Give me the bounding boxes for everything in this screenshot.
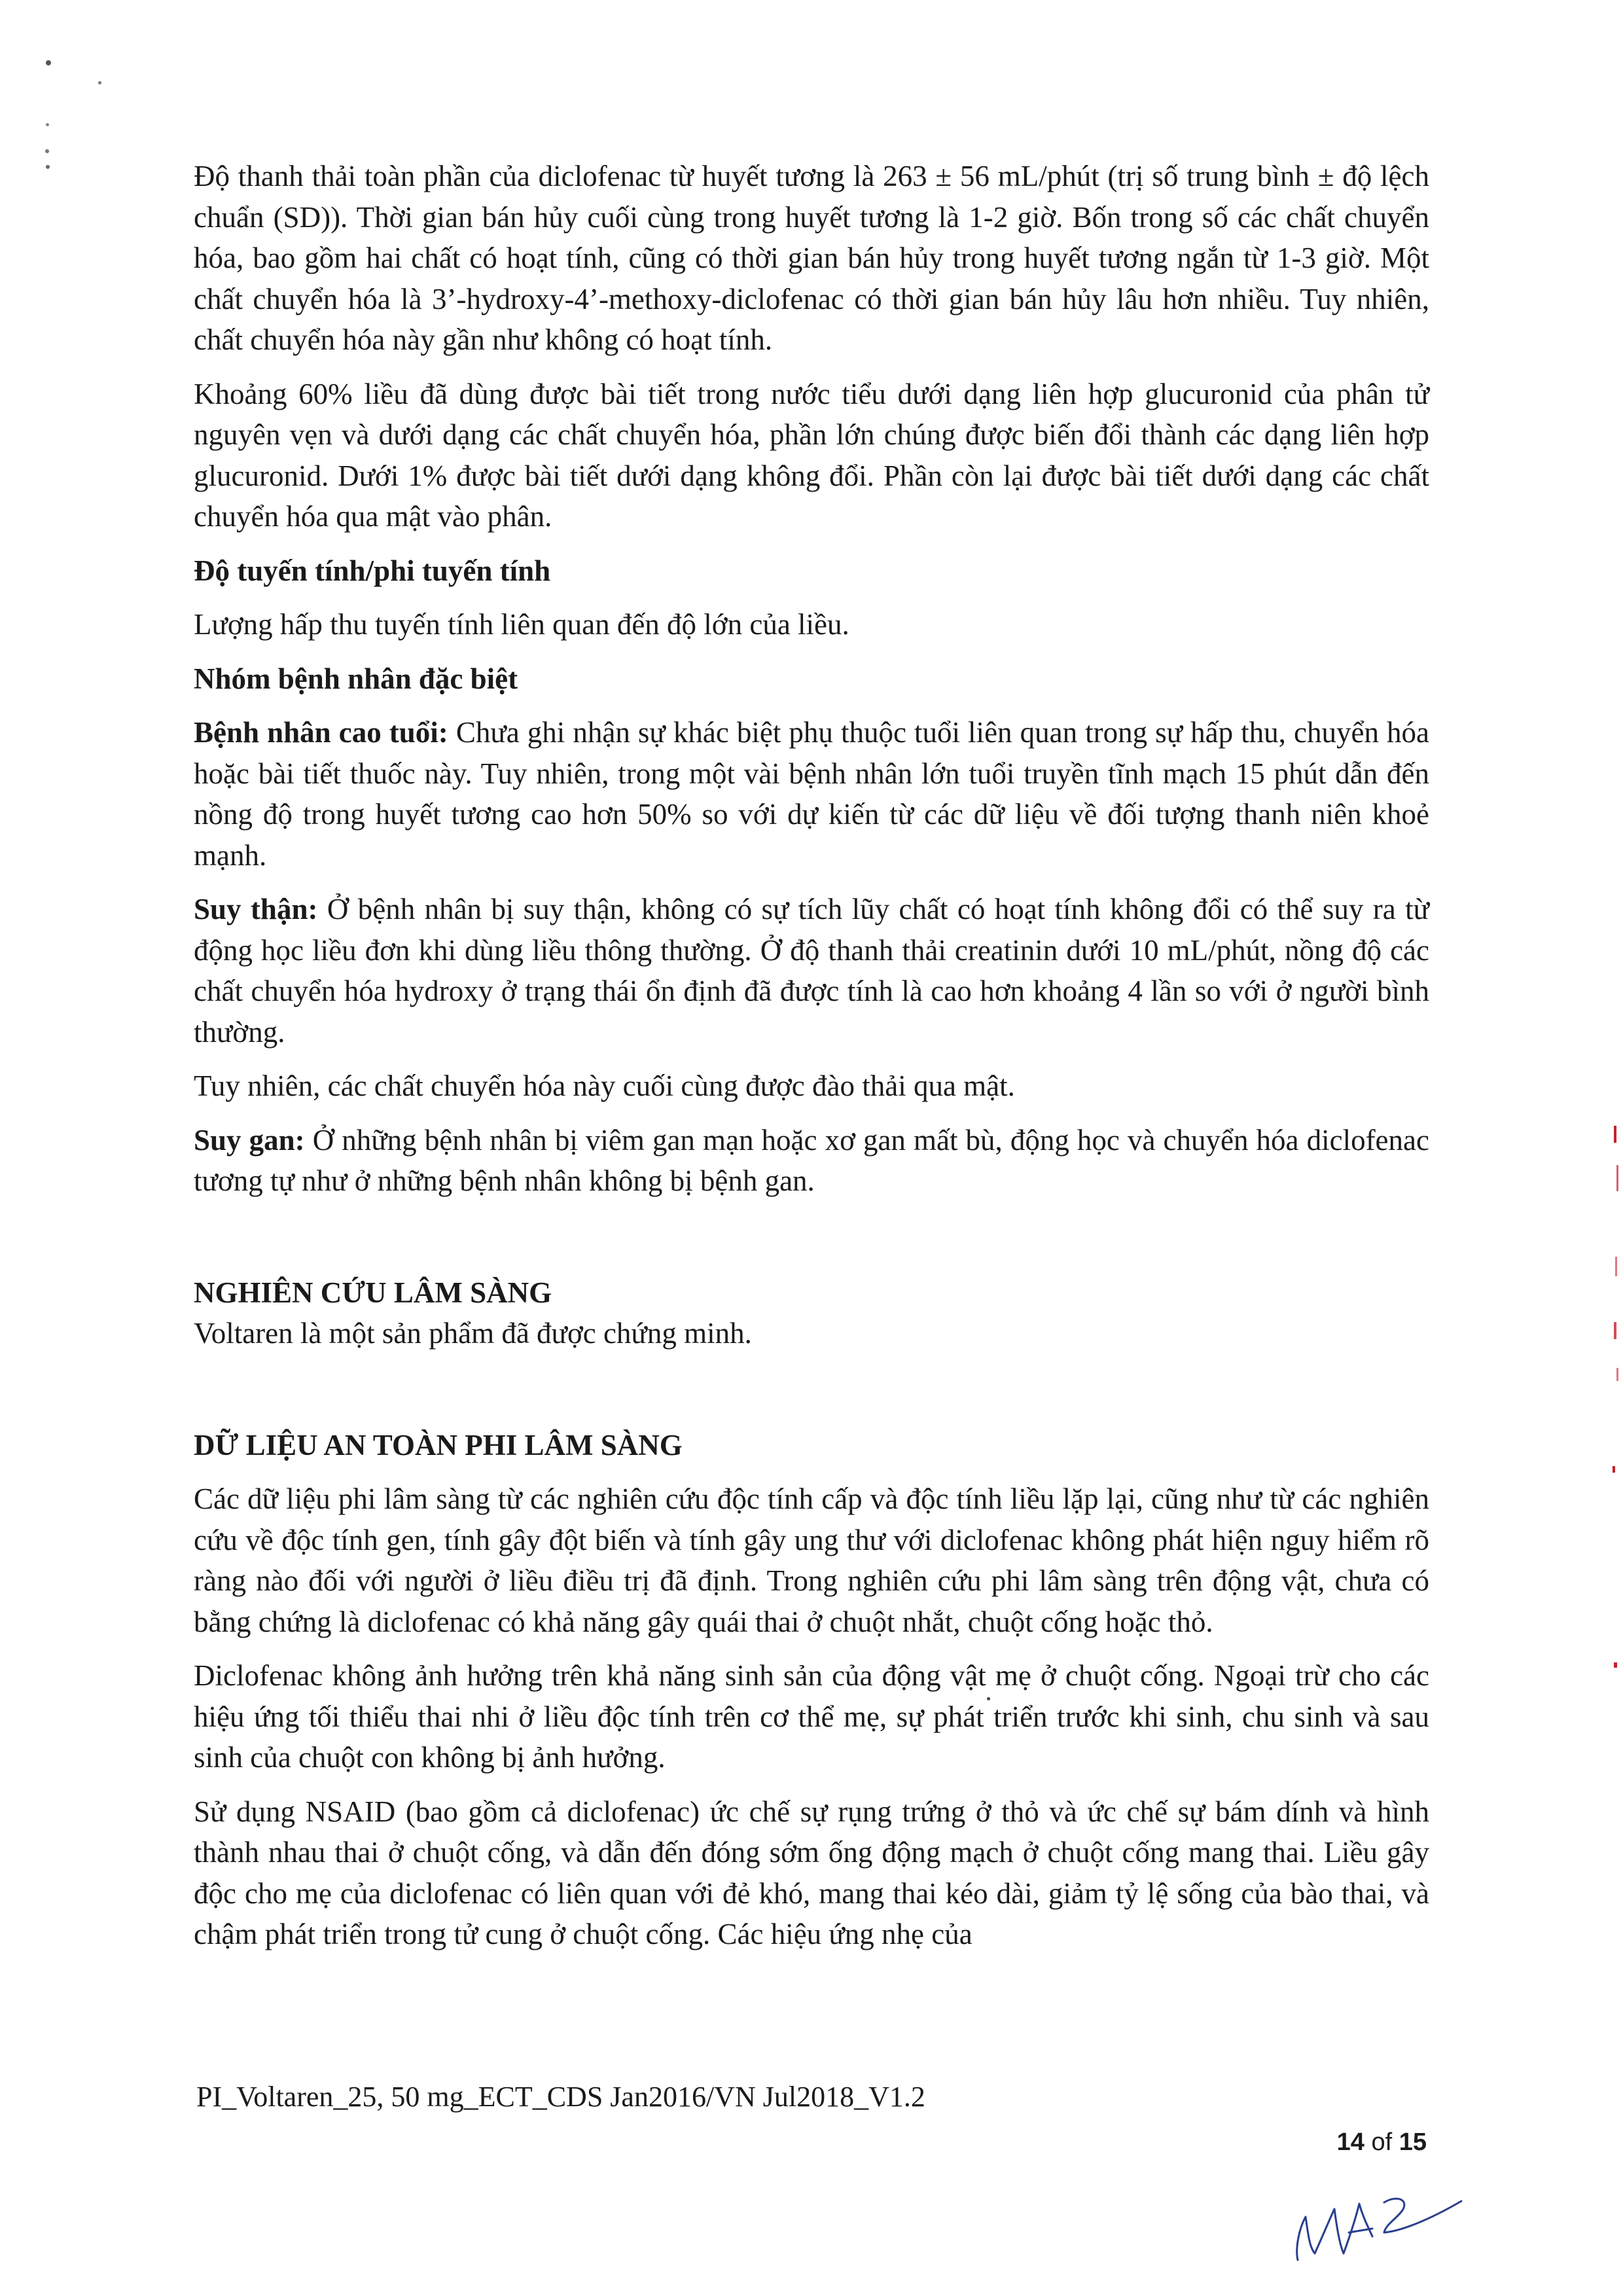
scan-speck bbox=[45, 149, 49, 153]
hepatic-label: Suy gan: bbox=[194, 1123, 305, 1157]
document-code: PI_Voltaren_25, 50 mg_ECT_CDS Jan2016/VN Jul2018_V1.2 bbox=[196, 2081, 925, 2113]
paragraph-elderly bbox=[194, 712, 1429, 876]
elderly-text: Chưa ghi nhận sự khác biệt phụ thuộc tuổi liên quan trong sự hấp thu, chuyển hóa hoặc bài tiết thuốc này. Tuy nhiên, trong một vài bệnh nhân lớn tuổi truyền tĩnh mạch 15 phút dẫn đến nồng độ trong huyết tương cao hơn 50% so với dự kiến từ các dữ liệu về đối tượng thanh niên khoẻ mạnh. bbox=[194, 716, 1429, 872]
heading-nonclinical-safety: DỮ LIỆU AN TOÀN PHI LÂM SÀNG bbox=[194, 1428, 683, 1462]
page-of: of bbox=[1364, 2128, 1399, 2156]
renal-text: Ở bệnh nhân bị suy thận, không có sự tích lũy chất có hoạt tính không đổi có thể suy ra từ động học liều đơn khi dùng liều thông thường. Ở độ thanh thải creatinin dưới 10 mL/phút, nồng độ các chất chuyển hóa hydroxy ở trạng thái ổn định đã được tính là cao hơn khoảng 4 lần so với ở người bình thường. bbox=[194, 893, 1430, 1049]
paragraph-excretion: Khoảng 60% liều đã dùng được bài tiết trong nước tiểu dưới dạng liên hợp glucuronid của phân tử nguyên vẹn và dưới dạng các chất chuyển hóa, phần lớn chúng được biến đổi thành các dạng liên hợp glucuronid. Dưới 1% được bài tiết dưới dạng không đổi. Phần còn lại được bài tiết dưới dạng các chất chuyển hóa qua mật vào phân. bbox=[194, 377, 1429, 533]
stamp-edge-mark bbox=[1614, 1322, 1616, 1339]
paragraph-nonclinical-1: Các dữ liệu phi lâm sàng từ các nghiên cứu độc tính cấp và độc tính liều lặp lại, cũng như từ các nghiên cứu về độc tính gen, tính gây đột biến và tính gây ung thư với diclofenac không phát hiện nguy hiểm rõ ràng nào đối với người ở liều điều trị đã định. Trong nghiên cứu phi lâm sàng trên động vật, chưa có bằng chứng là diclofenac có khả năng gây quái thai ở chuột nhắt, chuột cống hoặc thỏ. bbox=[194, 1482, 1429, 1638]
paragraph-nonclinical-2: Diclofenac không ảnh hưởng trên khả năng sinh sản của động vật mẹ ở chuột cống. Ngoại trừ cho các hiệu ứng tối thiểu thai nhi ở liều độc tính trên cơ thể mẹ, sự phát triển trước khi sinh, chu sinh và sau sinh của chuột con không bị ảnh hưởng. bbox=[194, 1659, 1429, 1774]
heading-linearity: Độ tuyến tính/phi tuyến tính bbox=[194, 554, 551, 587]
stamp-edge-mark bbox=[1614, 1126, 1616, 1143]
stamp-edge-mark bbox=[1616, 1165, 1618, 1191]
scan-speck bbox=[46, 60, 51, 65]
scan-speck bbox=[46, 123, 49, 126]
hepatic-text: Ở những bệnh nhân bị viêm gan mạn hoặc xơ gan mất bù, động học và chuyển hóa diclofenac tương tự như ở những bệnh nhân không bị bệnh gan. bbox=[194, 1123, 1429, 1197]
stamp-edge-mark bbox=[1616, 1368, 1618, 1381]
stamp-edge-mark bbox=[1613, 1466, 1615, 1473]
handwritten-initials bbox=[1286, 2176, 1482, 2268]
page-total: 15 bbox=[1399, 2128, 1427, 2156]
paragraph-clearance: Độ thanh thải toàn phần của diclofenac từ huyết tương là 263 ± 56 mL/phút (trị số trung bình ± độ lệch chuẩn (SD)). Thời gian bán hủy cuối cùng trong huyết tương là 1-2 giờ. Bốn trong số các chất chuyển hóa, bao gồm hai chất có hoạt tính, cũng có thời gian bán hủy trong huyết tương ngắn từ 1-3 giờ. Một chất chuyển hóa là 3’-hydroxy-4’-methoxy-diclofenac có thời gian bán hủy lâu hơn nhiều. Tuy nhiên, chất chuyển hóa này gần như không có hoạt tính. bbox=[194, 160, 1429, 356]
main-content bbox=[194, 156, 1429, 1968]
scan-speck bbox=[46, 165, 50, 169]
elderly-label: Bệnh nhân cao tuổi: bbox=[194, 716, 448, 749]
paragraph-hepatic bbox=[194, 1120, 1429, 1202]
heading-clinical-studies: NGHIÊN CỨU LÂM SÀNG bbox=[194, 1276, 552, 1309]
page-number bbox=[1337, 2126, 1427, 2159]
paragraph-renal-biliary: Tuy nhiên, các chất chuyển hóa này cuối cùng được đào thải qua mật. bbox=[194, 1069, 1015, 1102]
scan-speck bbox=[98, 81, 101, 84]
heading-special-populations: Nhóm bệnh nhân đặc biệt bbox=[194, 662, 518, 695]
stamp-edge-mark bbox=[1614, 1662, 1617, 1668]
paragraph-nonclinical-3: Sử dụng NSAID (bao gồm cả diclofenac) ức chế sự rụng trứng ở thỏ và ức chế sự bám dính và hình thành nhau thai ở chuột cống, và dẫn đến đóng sớm ống động mạch ở chuột cống mang thai. Liều gây độc cho mẹ của diclofenac có liên quan với đẻ khó, mang thai kéo dài, giảm tỷ lệ sống của bào thai, và chậm phát triển trong tử cung ở chuột cống. Các hiệu ứng nhẹ của bbox=[194, 1795, 1429, 1950]
renal-label: Suy thận: bbox=[194, 893, 318, 925]
spacer bbox=[194, 1215, 1429, 1272]
paragraph-clinical: Voltaren là một sản phẩm đã được chứng minh. bbox=[194, 1317, 752, 1350]
paragraph-linearity: Lượng hấp thu tuyến tính liên quan đến độ lớn của liều. bbox=[194, 608, 849, 641]
paragraph-renal bbox=[194, 889, 1429, 1052]
stamp-edge-mark bbox=[1615, 1257, 1617, 1276]
spacer bbox=[194, 1367, 1429, 1425]
page-current: 14 bbox=[1336, 2128, 1364, 2156]
